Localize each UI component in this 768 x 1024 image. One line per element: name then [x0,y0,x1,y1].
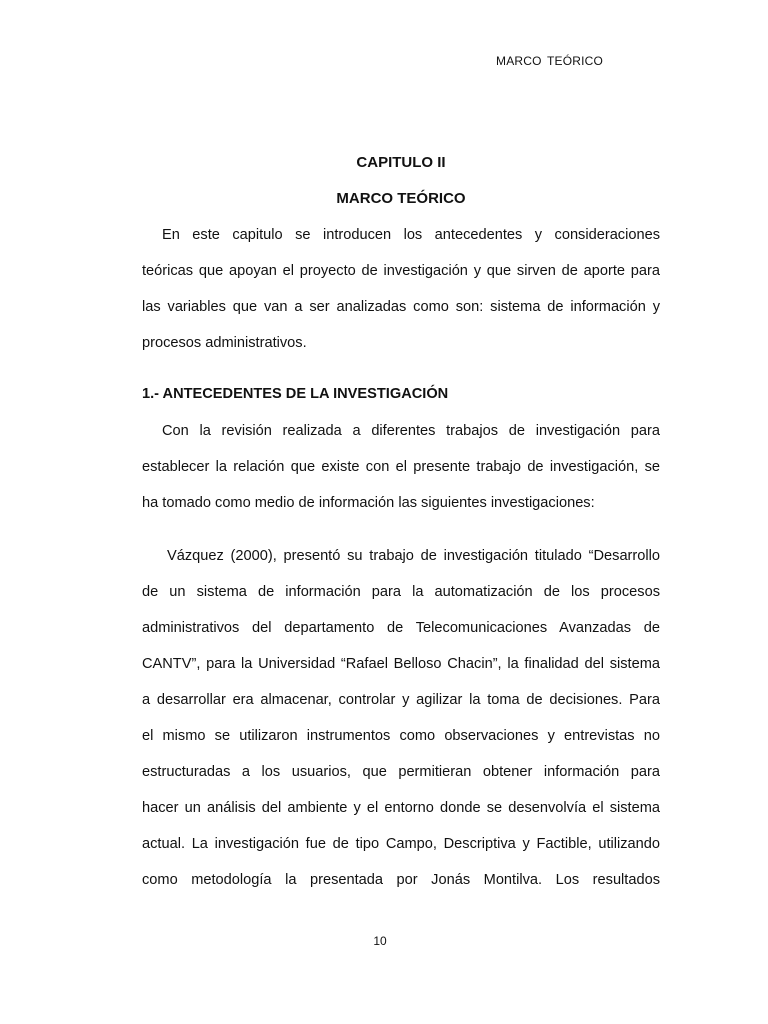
section-p1-line-2: establecer la relación que existe con el presente trabajo de investigación, se [142,459,660,475]
section-p1-line-3: ha tomado como medio de información las siguientes investigaciones: [142,495,595,511]
page-number: 10 [373,934,387,948]
intro-line-4: procesos administrativos. [142,335,307,351]
section-p1-line-1: Con la revisión realizada a diferentes trabajos de investigación para [162,423,660,439]
running-header: MARCO TEÓRICO [496,54,604,68]
section-p2-line-5: a desarrollar era almacenar, controlar y agilizar la toma de decisiones. Para [142,692,660,708]
chapter-title: MARCO TEÓRICO [336,190,466,207]
section-p2-line-2: de un sistema de información para la automatización de los procesos [142,584,660,600]
intro-line-3: las variables que van a ser analizadas como son: sistema de información y [142,299,660,315]
section-p2-line-10: como metodología la presentada por Jonás Montilva. Los resultados [142,872,660,888]
intro-paragraph [142,217,660,361]
intro-line-1: En este capitulo se introducen los antecedentes y consideraciones [162,227,660,243]
section-p2-line-7: estructuradas a los usuarios, que permitieran obtener información para [142,764,660,780]
section-p2-line-9: actual. La investigación fue de tipo Campo, Descriptiva y Factible, utilizando [142,836,660,852]
section-paragraph-2 [142,538,660,898]
section-p2-line-8: hacer un análisis del ambiente y el entorno donde se desenvolvía el sistema [142,800,660,816]
chapter-number: CAPITULO II [356,154,446,171]
section-paragraph-1 [142,413,660,521]
section-p2-line-4: CANTV”, para la Universidad “Rafael Belloso Chacin”, la finalidad del sistema [142,656,660,672]
intro-line-2: teóricas que apoyan el proyecto de investigación y que sirven de aporte para [142,263,660,279]
section-p2-line-1: Vázquez (2000), presentó su trabajo de investigación titulado “Desarrollo [167,548,660,564]
section-p2-line-6: el mismo se utilizaron instrumentos como observaciones y entrevistas no [142,728,660,744]
section-p2-line-3: administrativos del departamento de Telecomunicaciones Avanzadas de [142,620,660,636]
section-heading-antecedentes: 1.- ANTECEDENTES DE LA INVESTIGACIÓN [142,386,449,402]
